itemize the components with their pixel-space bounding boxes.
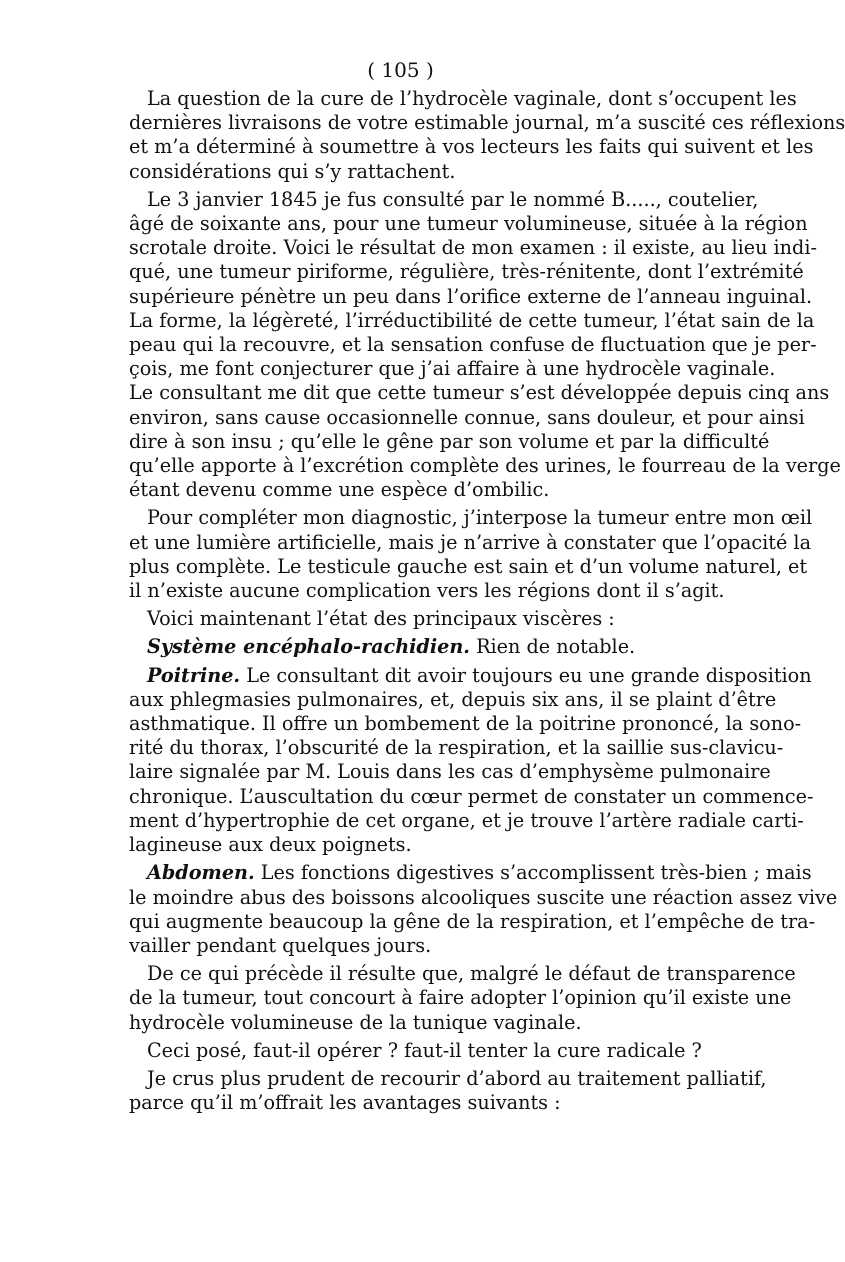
text-line [129, 554, 808, 579]
line-text: supérieure pénètre un peu dans l’orifice externe de l’anneau inguinal. [129, 284, 813, 308]
line-text: parce qu’il m’offrait les avantages suivants : [129, 1091, 561, 1115]
line-text: Le consultant me dit que cette tumeur s’est développée depuis cinq ans [129, 381, 830, 405]
text-line [129, 381, 830, 405]
line-text: lagineuse aux deux poignets. [129, 833, 412, 857]
line-text: dernières livraisons de votre estimable journal, m’a suscité ces réflexions [129, 111, 845, 135]
line-text: qui augmente beaucoup la gêne de la respiration, et l’empêche de tra- [129, 909, 816, 933]
text-line [129, 212, 808, 236]
line-text: environ, sans cause occasionnelle connue, sans douleur, et pour ainsi [129, 405, 805, 429]
text-line [129, 160, 672, 184]
page-number: ( 105 ) [367, 58, 434, 82]
text-line [129, 885, 838, 910]
paragraph [129, 1066, 767, 1115]
text-line [129, 687, 777, 712]
text-line [129, 405, 805, 430]
paragraph [129, 87, 845, 184]
text-line [129, 135, 814, 159]
paragraph [129, 861, 838, 958]
text-line [129, 1066, 767, 1091]
text-line [129, 909, 816, 934]
text-line [129, 986, 792, 1010]
line-text: et une lumière artificielle, mais je n’arrive à constater que l’opacité la [129, 530, 812, 554]
line-text: Ceci posé, faut-il opérer ? faut-il tenter la cure radicale ? [147, 1038, 702, 1062]
line-text: étant devenu comme une espèce d’ombilic. [129, 478, 550, 502]
line-text: dire à son insu ; qu’elle le gêne par son volume et par la difficulté [129, 429, 770, 453]
line-text: vailler pendant quelques jours. [129, 933, 432, 957]
line-text: chronique. L’auscultation du cœur permet de constater un commence- [129, 784, 814, 808]
line-text: qué, une tumeur piriforme, régulière, très-rénitente, dont l’extrémité [129, 260, 804, 284]
text-line [129, 760, 771, 784]
text-line [129, 712, 802, 736]
line-text: La question de la cure de l’hydrocèle vaginale, dont s’occupent les [147, 87, 797, 110]
line-text: qu’elle apporte à l’excrétion complète des urines, le fourreau de la verge [129, 454, 841, 478]
line-text: considérations qui s’y rattachent. [129, 159, 456, 183]
paragraph [129, 506, 813, 603]
text-line [129, 187, 759, 212]
line-text: plus complète. Le testicule gauche est sain et d’un volume naturel, et [129, 554, 808, 578]
line-text: çois, me font conjecturer que j’ai affaire à une hydrocèle vaginale. [129, 357, 776, 381]
text-line [129, 478, 672, 502]
text-line [129, 260, 804, 284]
line-text: Je crus plus prudent de recourir d’abord au traitement palliatif, [147, 1066, 767, 1090]
text-line [129, 663, 812, 688]
paragraph [129, 635, 672, 659]
text-line [129, 506, 813, 530]
text-line [129, 579, 725, 603]
line-text: le moindre abus des boissons alcooliques suscite une réaction assez vive [129, 885, 838, 909]
line-text: Rien de notable. [469, 635, 636, 659]
line-text: et m’a déterminé à soumettre à vos lecteurs les faits qui suivent et les [129, 135, 814, 159]
line-text: rité du thorax, l’obscurité de la respiration, et la saillie sus-clavicu- [129, 736, 784, 760]
section-heading: Abdomen. [147, 861, 255, 885]
text-line [129, 333, 817, 357]
text-line [129, 861, 812, 885]
line-text: ment d’hypertrophie de cet organe, et je trouve l’artère radiale carti- [129, 808, 804, 832]
line-text: Le consultant dit avoir toujours eu une grande disposition [240, 663, 812, 687]
text-line [129, 357, 776, 381]
text-line [129, 635, 672, 659]
text-line [129, 1038, 702, 1063]
line-text: il n’existe aucune complication vers les régions dont il s’agit. [129, 579, 725, 603]
line-text: hydrocèle volumineuse de la tunique vaginale. [129, 1010, 582, 1034]
line-text: La forme, la légèreté, l’irréductibilité de cette tumeur, l’état sain de la [129, 308, 815, 332]
line-text: Les fonctions digestives s’accomplissent très-bien ; mais [254, 861, 812, 885]
text-line [129, 111, 845, 135]
line-text: Voici maintenant l’état des principaux viscères : [147, 607, 615, 631]
text-line [129, 934, 672, 958]
text-line [129, 784, 814, 809]
line-text: laire signalée par M. Louis dans les cas d’emphysème pulmonaire [129, 760, 771, 784]
line-text: Le 3 janvier 1845 je fus consulté par le nommé B....., coutelier, [147, 187, 759, 211]
line-text: asthmatique. Il offre un bombement de la poitrine prononcé, la sono- [129, 712, 802, 736]
text-line [129, 1011, 672, 1035]
text-line [129, 284, 813, 309]
text-line [129, 87, 797, 111]
text-line [129, 530, 812, 555]
section-heading: Poitrine. [147, 663, 241, 687]
text-line [129, 1091, 672, 1115]
paragraph [129, 663, 814, 858]
text-line [129, 736, 784, 760]
text-line [129, 607, 672, 631]
text-line [129, 962, 796, 986]
body-text [129, 87, 845, 1115]
line-text: De ce qui précède il résulte que, malgré le défaut de transparence [147, 962, 796, 986]
text-line [129, 429, 770, 454]
line-text: Pour compléter mon diagnostic, j’interpose la tumeur entre mon œil [147, 506, 813, 530]
text-line [129, 236, 817, 260]
text-line [129, 308, 815, 333]
paragraph [129, 1038, 702, 1063]
section-heading: Système encéphalo-rachidien. [147, 635, 470, 659]
text-line [129, 808, 804, 833]
line-text: peau qui la recouvre, et la sensation confuse de fluctuation que je per- [129, 333, 817, 357]
line-text: âgé de soixante ans, pour une tumeur volumineuse, située à la région [129, 212, 808, 236]
line-text: de la tumeur, tout concourt à faire adopter l’opinion qu’il existe une [129, 986, 792, 1010]
paragraph [129, 962, 796, 1035]
paragraph [129, 607, 672, 631]
text-line [129, 833, 672, 857]
paragraph [129, 187, 841, 503]
line-text: aux phlegmasies pulmonaires, et, depuis six ans, il se plaint d’être [129, 687, 777, 711]
line-text: scrotale droite. Voici le résultat de mon examen : il existe, au lieu indi- [129, 236, 817, 260]
text-line [129, 454, 841, 478]
